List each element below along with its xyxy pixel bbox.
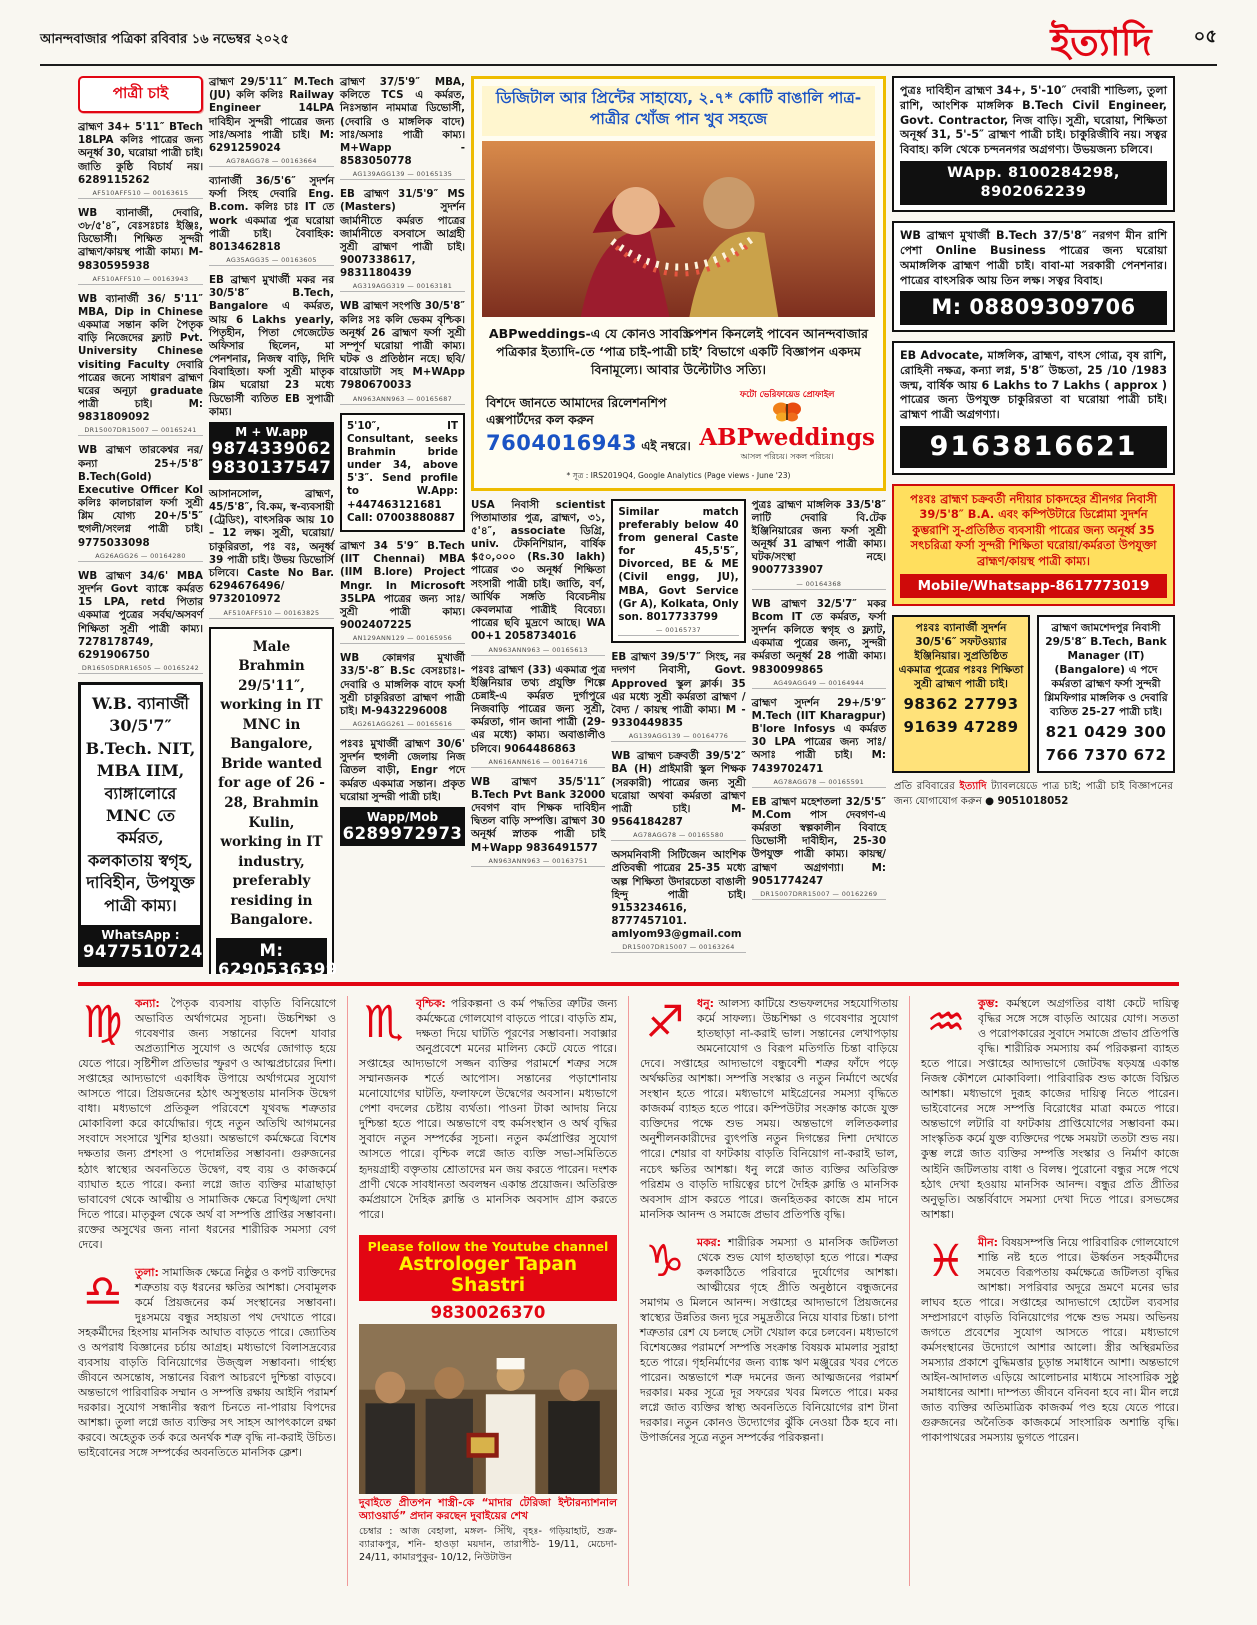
classified-ad <box>78 293 203 437</box>
sign-text: বিষয়সম্পত্তি নিয়ে পারিবারিক গোলযোগে শান্তি নষ্ট হতে পারে। ঊর্ধ্বতন সহকর্মীদের সমবেত বিরূপতায় কর্মক্ষেত্রে জটিলতা বৃদ্ধির আশঙ্কা। সপরিবার অদূরে ভ্রমণে মনের ভার লাঘব হতে পারে। সপ্তাহের আদ্যভাগে হোটেল ব্যবসার সম্প্রসারণে বাড়তি বিনিয়োগের পক্ষে শুভ সময়। অভিনয় জগতে প্রবেশের সুযোগ আসতে পারে। মধ্যভাগে কর্মসংস্থানের উদ্যোগে আশার আলো। স্ত্রীর অস্থিরমতির সমস্যার প্রকাশে বুদ্ধিমত্তার চূড়ান্ত সমাধানে আশা। অন্তভাগে আইন-আদালত এড়িয়ে আলোচনার মাধ্যমে সাংসারিক সুষ্ঠু সমাধানের আশা। দাম্পত্য জীবনে বনিবনা হবে না। মীন লগ্নে জাত ব্যক্তির অতিমাত্রিক কাজকর্ম পণ্ড হয়ে যেতে পারে। গুরুজনের অনৈতিক কাজকর্মে সাংসারিক অশান্তি বৃদ্ধি। পাকাপাথরের সমস্যায় ভুগতে পারেন। <box>921 1235 1179 1445</box>
ad-text: Similar match preferably below 40 from general Caste for 45,5'5″, Divorced, BE & ME (Civil engg, JU), MBA, Govt Service (Gr A), Kolkata, Only son. 8017733799 <box>618 505 739 623</box>
horoscope-aquarius <box>921 996 1179 1222</box>
abpweddings-logo: ABPweddings <box>699 424 875 452</box>
ad-text: Male Brahmin 29/5'11″, working in IT MNC in Bangalore, Bride wanted for age of 26 - 28, Brahmin Kulin, working in IT industry, preferably residing in Bangalore. <box>218 638 325 929</box>
classified-column-2 <box>209 76 338 974</box>
classified-ad <box>752 697 886 788</box>
horoscope-sagittarius <box>640 996 898 1222</box>
page-header <box>40 18 1217 66</box>
ad-text: WB ব্যানার্জী 36/ 5'11″ MBA, Dip in Chinese একমাত্র সন্তান কলি পৈতৃক বাড়ি নিজেদের ফ্ল্যাট Pvt. University Chinese visiting Faculty দেবারি পাত্রের জন্যে সাধারণ ব্রাহ্মণ ঘরের অনূঢ়া graduate পাত্রী চাই। M: 9831809092 <box>78 292 203 424</box>
whatsapp-label: WhatsApp : <box>101 927 180 942</box>
ad-text: ব্যানার্জী 36/5'6″ সুদর্শন ফর্সা সিংহ দেবারি Eng. B.com. কলিঃ চাঃ IT তে work একমাত্র পুত্র ঘরোয়া পাত্রী চাই। বৈবাহিক: 8013462818 <box>209 175 334 253</box>
ad-ref-code: AG78AGG78 — 00163664 <box>209 157 334 167</box>
aquarius-icon: ♒ <box>926 997 966 1048</box>
logo-tagline: আসল পরিচয়। সকল পরিচয়। <box>740 451 834 461</box>
boxed-english-ad <box>209 627 338 975</box>
ad-ref-code: AG139AGG139 — 00164776 <box>611 732 745 742</box>
ad-ref-code: AG78AGG78 — 00165580 <box>611 831 745 841</box>
sign-text: শারীরিক সমস্যা ও মানসিক জটিলতা থেকে শুভ যোগ হাতছাড়া হতে পারে। শত্রুর কলকাঠিতে পরিবারে দুর্যোগের আশঙ্কা। আত্মীয়ের গৃহে প্রীতি অনুষ্ঠানে বন্ধুজনের সমাগম ও মিলনে আনন্দ। সপ্তাহের আদ্যভাগে প্রিয়জনের স্বাস্থ্যের উন্নতির জন্য দূরে সমুদ্রতীরে নিয়ে যাবার চিন্তা। চাপা শত্রুতার রেশ যে চলছে সেটা খেয়াল করে চলবেন। মধ্যভাগে বিশেষজ্ঞের পরামর্শে সম্পত্তি সংক্রান্ত বিষয়ক মামলার সুরাহা হতে পারে। গৃহনির্মাণের জন্য ব্যাঙ্ক ঋণ মঞ্জুরের খবর পেতে পারেন। অন্তভাগে শত্রু দমনের জন্য আত্মজনের পরামর্শ দরকার। মকর সূত্রে দূর সফরের খবর মিলতে পারে। মকর লগ্নে জাত ব্যক্তির স্বাস্থ্য অবনতিতে বিনিয়োগের রাশ টানা দরকার। নতুন কোনও উদ্যোগের ঝুঁকি নেওয়া ঠিক হবে না। উপার্জনের সূত্রে নতুন সম্পর্কের পরিকল্পনা। <box>640 1235 898 1445</box>
contact-label: Wapp/Mob <box>366 809 439 824</box>
phone-strip <box>900 574 1167 598</box>
sign-name: মীন: <box>978 1235 999 1249</box>
masthead: আনন্দবাজার পত্রিকা রবিবার ১৬ নভেম্বর ২০২৫ <box>40 32 289 47</box>
boxed-english-ad <box>611 499 745 644</box>
classified-ad <box>752 499 886 590</box>
advert-body: ABPweddings-এ যে কোনও সাবস্ক্রিপশন কিনলেই পাবেন আনন্দবাজার পত্রিকার ইত্যাদি-তে ‘পাত্র চাই-পাত্রী চাই’ বিভাগে একটি বিজ্ঞাপন একদম বিনামূল্যে। আবার উল্টোটাও সত্যি। <box>488 325 869 377</box>
ad-text: W.B. ব্যানার্জী 30/5'7″ B.Tech. NIT, MBA IIM, ব্যাঙ্গালোরে MNC তে কর্মরত, কলকাতায় স্বগৃহ, দাবিহীন, উপযুক্ত পাত্রী কাম্য। <box>85 694 196 915</box>
scorpio-icon: ♏ <box>364 997 404 1048</box>
advertising-contact-note <box>892 780 1175 810</box>
phone-strip <box>209 422 334 480</box>
ad-text: WB ব্রাহ্মণ 34/6' MBA সুদর্শন Govt ব্যাঙ্কে কর্মরত 15 LPA, retd পিতার একমাত্র পুত্রের সর্বঘ/অসবর্ণ শিক্ষিতা সুশ্রী পাত্রী কাম্য। 7278178749, 6291906750 <box>78 569 203 661</box>
page-number: ০৫ <box>1193 26 1217 47</box>
ad-ref-code: AN963ANN963 — 00163751 <box>471 857 605 867</box>
pisces-icon: ♓ <box>926 1235 966 1287</box>
classified-ad <box>340 540 465 644</box>
classified-ad <box>611 750 745 841</box>
ad-ref-code: DR15007DR15007 — 00163264 <box>611 943 745 953</box>
ad-text: 5'10″, IT Consultant, seeks Brahmin bride under 34, above 5'3″. Send profile to W.App: +447463121681 Call: 07003880887 <box>347 419 458 524</box>
astrologer-phone: 9830026370 <box>430 1302 546 1322</box>
sign-name: তুলা: <box>135 1265 159 1279</box>
ad-ref-code: — 00165737 <box>618 626 738 636</box>
call-text: বিশদে জানতে আমাদের রিলেশনশিপ এক্সপার্টদের কল করুন <box>486 394 667 428</box>
classified-ad <box>340 76 465 180</box>
wedding-photo <box>482 141 875 317</box>
sign-name: কুম্ভ: <box>978 997 999 1010</box>
virgo-icon: ♍ <box>83 997 123 1048</box>
ad-text: পঃবঃ মুখার্জী ব্রাহ্মণ 30/6' সুদর্শন হুগলী জেলায় নিজ ত্রিতল বাড়ী, Engr পদে কর্মরত একমাত্র সন্তান। প্রকৃত ঘরোয়া সুন্দরী পাত্রী চাই। <box>340 738 465 803</box>
ad-text: পুত্রঃ ব্রাহ্মণ মাঙ্গলিক 33/5'8″ লাটি দেবারি বি.টেক ইঞ্জিনিয়ারের জন্য ফর্সা সুশ্রী অনূর্ধ্ব 31 ব্রাহ্মণ পাত্রী কাম্য। ঘটক/সংস্থা নহে। 9007733907 <box>751 498 886 577</box>
phone-number: 91639 47289 <box>903 718 1019 737</box>
horoscope-scorpio <box>359 996 617 1222</box>
ad-text: পঃবঃ ব্যানার্জী সুদর্শন 30/5'6″ সফটওয়্যার ইঞ্জিনিয়ার। সুপ্রতিষ্ঠিত একমাত্র পুত্রের পঃবঃ শিক্ষিতা সুশ্রী ব্রাহ্মণ পাত্রী চাই। <box>898 622 1024 691</box>
phone-strip <box>216 938 338 974</box>
advert-phone-number: 7604016943 <box>486 430 638 455</box>
advert-line2: Astrologer Tapan Shastri <box>398 1253 578 1296</box>
horoscope-capricorn <box>640 1235 898 1446</box>
sign-text: কর্মস্থলে অগ্রগতির বাধা কেটে দায়িত্ব বৃদ্ধির সঙ্গে সঙ্গে বাড়তি আয়ের যোগ। সততা ও পরোপকারের সুবাদে সমাজে প্রভাব প্রতিপত্তি বৃদ্ধি। শারীরিক সমস্যায় কর্ম পরিকল্পনা ব্যাহত হতে পারে। সপ্তাহের আদ্যভাগে জোটবদ্ধ ষড়যন্ত্র একান্ত নিজস্ব কৌশলে মোকাবিলা। পারিবারিক শুভ কাজে বিঘ্নিত আশঙ্কা। মধ্যভাগে দুরূহ কাজের দায়িত্ব নিতে পারেন। ভাইবোনের সঙ্গে সম্পত্তি বিরোধের মাত্রা কমতে পারে। অন্তভাগে লটারি বা ফাটকায় প্রাপ্তিযোগের সম্ভাবনা কম। সাংস্কৃতিক কর্মে যুক্ত ব্যক্তিদের পক্ষে সময়টা ততটা শুভ নয়। কুম্ভ লগ্নে জাত ব্যক্তির সম্পত্তি সংস্কার ও নির্মাণ কাজে আইনি জটিলতায় বাধা ও বিলম্ব। পুরোনো বন্ধুর সঙ্গে পথে হঠাৎ দেখা হওয়ায় মানসিক আনন্দ। বন্ধুর প্রতি প্রীতির অনুভূতি। অন্তর্বিবাদে সমস্যা দেখা দিতে পারে। রসভঙ্গের আশঙ্কা। <box>921 997 1179 1221</box>
ad-text: EB ব্রাহ্মণ 31/5'9″ MS (Masters) সুদর্শন জার্মানীতে কর্মরত পাত্রের জার্মানীতে বসবাসে আগ্রহী সুশ্রী ব্রাহ্মণ পাত্রী চাই। 9007338617, 9831180439 <box>340 188 465 280</box>
phone-number: WApp. 8100284298, 8902062239 <box>947 164 1120 201</box>
ad-ref-code: — 00164368 <box>752 580 886 590</box>
classified-ad <box>340 652 465 730</box>
ad-text: EB Advocate, মাঙ্গলিক, ব্রাহ্মণ, বাৎস গোত্র, বৃষ রাশি, রোহিনী নক্ষত্র, কন্যা লগ্ন, 5'8″ উচ্চতা, 25 /10 /1983 জন্ম, বার্ষিক আয় 6 Lakhs to 7 Lakhs ( approx ) পাত্রের জন্য উপযুক্ত চাকুরিরতা বা ঘরোয়া পাত্রী চাই। ব্রাহ্মণ পাত্রী অগ্রগণ্যা। <box>900 349 1167 422</box>
ad-text: EB ব্রাহ্মণ মুখার্জী মকর নর 30/5'8″ B.Tech, Bangalore এ কর্মরত, আয় 6 Lakhs yearly, পিতৃহীন, পিতা গেজেটেড অফিসার ছিলেন, মা পেনশনার, নিজস্ব বাড়ি, দিদি বিবাহিতা। ফর্সা সুশ্রী মাতৃক শ্লিম ঘরোয়া 23 মধ্যে ডিভোর্সী ব্যতিত EB সুপাত্রী কাম্য। <box>209 274 334 418</box>
boxed-english-ad <box>340 413 465 532</box>
ad-ref-code: AN963ANN963 — 00165613 <box>471 646 605 656</box>
classified-ad <box>471 664 605 768</box>
astrologer-advert <box>359 1235 617 1565</box>
horoscope-virgo <box>78 996 336 1252</box>
ad-text: WB কোন্নগর মুখার্জী 33/5'-8″ B.Sc বেসঃচাঃ।- দেবারি ও মাঙ্গলিক বাদে ফর্সা সুশ্রী চাকুরিরতা ব্রাহ্মণ পাত্রী চাই। M-9432296008 <box>340 652 465 717</box>
ad-ref-code: DR16505DRR16505 — 00165242 <box>78 664 203 674</box>
phone-strip <box>900 161 1167 205</box>
phone-number: 98362 27793 <box>903 695 1019 714</box>
advert-headline: ডিজিটাল আর প্রিন্টের সাহায্যে, ২.৭* কোটি বাঙালি পাত্র-পাত্রীর খোঁজ পান খুব সহজে <box>482 86 875 136</box>
classified-ad <box>78 570 203 674</box>
sign-name: ধনু: <box>697 997 714 1010</box>
ad-ref-code: DR15007DRR15007 — 00162269 <box>752 890 886 900</box>
phone-strip <box>900 291 1167 325</box>
ad-text: WB ব্রাহ্মণ সংপত্তি 30/5'8″ কলিঃ সঃ কলি ভেকম বৃশ্চিক। অনূর্ধ্ব 26 ব্রাহ্মণ ফর্সা সুশ্রী সম্পূর্ণ ঘরোয়া পাত্রী কাম্য। ঘটক ও প্রতিষ্ঠান নহে। ছবি/বায়োডাটা সহ M+WApp 7980670033 <box>340 300 465 392</box>
ad-ref-code: AG139AGG139 — 00165135 <box>340 170 465 180</box>
ad-text: ব্রাহ্মণ 34 5'9″ B.Tech (IIT Chennai) MBA (IIM B.lore) Project Mngr. In Microsoft 35LPA পাত্রের জন্য সাঃ/সুশ্রী পাত্রী কাম্য। 9002407225 <box>340 539 465 632</box>
boxed-display-ad <box>892 615 1030 772</box>
advert-title-bar <box>359 1235 617 1301</box>
ad-ref-code: AG78AGG78 — 00165591 <box>752 778 886 788</box>
featured-boxed-ad <box>78 682 203 967</box>
ad-text: WB ব্রাহ্মণ 35/5'11″ B.Tech Pvt Bank 32000 দেবগণ বাদ শিক্ষক দাবিহীন দ্বিতল বাড়ি সম্পত্তি। ব্রাহ্মণ 30 অনূর্ধ্ব স্নাতক পাত্রী চাই M+Wapp 9836491577 <box>471 775 606 854</box>
ad-text: ব্রাহ্মণ জামশেদপুর নিবাসী 29/5'8″ B.Tech, Bank Manager (IT) (Bangalore) এ পদে কর্মরতা ব্রাহ্মণ ফর্সা সুন্দরী শ্লিমফিগার মাঙ্গলিক ও দেবারি ব্যতিত 25-27 পাত্রী চাই। <box>1044 622 1168 719</box>
sign-text: পরিকল্পনা ও কর্ম পদ্ধতির ত্রুটির জন্য কর্মক্ষেত্রে গোলযোগ বাড়তে পারে। বাড়তি শ্রম, দক্ষতা দিয়ে ঘাটতি পূরণের সম্ভাবনা। সবাক্সার অনুপ্রবেশে মনের মালিন্য কেটে যেতে পারে। সপ্তাহের আদ্যভাগে সজ্জন ব্যক্তির পরামর্শে শত্রুর সঙ্গে সম্মানজনক শর্তে আপোস। সন্তানের পড়াশোনায় মনোযোগের ঘাটতি, ফলাফলে উদ্বেগের অবসান। মধ্যভাগে পেশা বদলের চেষ্টায় ব্যর্থতা। পাওনা টাকা আদায় নিয়ে দুশ্চিন্তা হতে পারে। অন্তভাগে বহু কর্মসংস্থান ও অর্থ বৃদ্ধির সুবাদে নতুন সম্পর্কের সূচনা। নতুন কর্মপ্রাপ্তির সুযোগ আসতে পারে। বৃশ্চিক লগ্নে জাত ব্যক্তি সভা-সমিতিতে হৃদয়গ্রাহী বক্তৃতায় শ্রোতাদের মন জয় করতে পারেন। দংশক প্রাণী থেকে সাবধানতা অবলম্বন একান্ত প্রয়োজন। অতিরিক্ত কর্মপ্রয়াসে দৈহিক ক্লান্তি ও মানসিক অবসাদ গ্রাস করতে পারে। <box>359 997 617 1221</box>
phone-strip <box>900 426 1167 468</box>
ad-text: পঃবঃ ব্রাহ্মণ (33) একমাত্র পুত্র ইঞ্জিনিয়ার তথ্য প্রযুক্তি শিল্পে চেন্নাই-এ কর্মরত দুর্গাপুরে নিজবাড়ি পাত্রের জন্য সুশ্রী, কর্মরতা, গান জানা পাত্রী (29-এর মধ্যে) কাম্য। অবাঙালীও চলিবে। 9064486863 <box>471 663 606 755</box>
boxed-display-ad <box>892 76 1175 212</box>
phone-number: 6289972973 <box>342 823 463 843</box>
classified-column-1 <box>78 76 203 974</box>
ad-ref-code: AN616ANN616 — 00164716 <box>471 758 605 768</box>
ad-ref-code: AG319AGG319 — 00163181 <box>340 282 465 292</box>
classified-ad-with-phone-box <box>340 738 465 846</box>
paired-display-ads <box>892 615 1175 772</box>
horoscope-column-4 <box>909 996 1179 1586</box>
classified-ad <box>611 849 745 953</box>
classified-ad <box>209 488 334 619</box>
classified-ad <box>209 76 334 167</box>
middle-sub-columns <box>471 499 886 962</box>
middle-section <box>471 76 886 974</box>
ad-text: পুত্রঃ দাবিহীন ব্রাহ্মণ 34+, 5'-10″ দেবারী শান্ডিল্য, তুলা রাশি, আংশিক মাঙ্গলিক B.Tech Civil Engineer, Govt. Contractor, নিজ বাড়ি। সুশ্রী, ঘরোয়া, শিক্ষিতা অনূর্ধ্ব 31, 5'-5″ ব্রাহ্মণ পাত্রী চাই। চাকুরিজীবি নয়। সত্বর বিবাহ। কলি থেকে চন্দননগর অগ্রগণ্য। উভয়জন্য চলিবে। <box>900 84 1167 157</box>
ad-ref-code: AF510AFF510 — 00163615 <box>78 189 203 199</box>
sign-name: কন্যা: <box>135 997 160 1010</box>
ad-text: EB ব্রাহ্মণ মহেশতলা 32/5'5″ M.Com পাস দেবগণ-এ কর্মরতা স্বল্পকালীন বিবাহে ডিভোর্সী দাবীহীন, 25-30 উপযুক্ত পাত্রী কাম্য। কায়স্থ/ব্রাহ্মণ অগ্রগণ্যা। M: 9051774247 <box>751 795 886 887</box>
ad-ref-code: AN963ANN963 — 00165687 <box>340 395 465 405</box>
advert-line1: Please follow the Youtube channel <box>367 1238 609 1254</box>
ad-ref-code: AG49AGG49 — 00164944 <box>752 679 886 689</box>
classified-ad <box>752 796 886 900</box>
boxed-display-ad <box>892 341 1175 475</box>
ad-text: অসমনিবাসী সিটিজেন আংশিক প্রতিবন্ধী পাত্রের 25-35 মধ্যে অল্প শিক্ষিতা উদারচেতা বাঙালী হিন্দু পাত্রী চাই। 9153234616, 8777457101. amlyom93@gmail.com <box>611 849 746 941</box>
horoscope-pisces <box>921 1235 1179 1446</box>
ad-text: পঃবঃ ব্রাহ্মণ চক্রবর্তী নদীয়ার চাকদহের শ্রীনগর নিবাসী 39/5'8″ B.A. এবং কম্পিউটারে ডিপ্লোমা সুদর্শন কুম্ভরাশি সু-প্রতিষ্ঠিত ব্যবসায়ী পাত্রের জন্য অনূর্ধ্ব 35 সৎচরিত্রা ফর্সা সুন্দরী শিক্ষিতা ঘরোয়া/কর্মরতা উপযুক্তা ব্রাহ্মণ/কায়স্থ পাত্রী কাম্য। <box>910 491 1157 568</box>
sign-name: বৃশ্চিক: <box>416 997 446 1010</box>
horoscope-column-2 <box>347 996 628 1586</box>
classified-column-5 <box>611 499 745 962</box>
award-ceremony-photo <box>359 1324 617 1494</box>
ad-text: WB ব্রাহ্মণ 32/5'7″ মকর Bcom IT তে কর্মরত, ফর্সা সুদর্শন কলিতে স্বগৃহ ও ফ্ল্যাট, একমাত্র পুত্রের জন্য, সুন্দরী কর্মরতা অনূর্ধ্ব 28 পাত্রী কাম্য। 9830099865 <box>751 597 886 676</box>
horoscope-column-3 <box>628 996 909 1586</box>
column-heading-bride-wanted: পাত্রী চাই <box>78 76 203 113</box>
note-text: প্রতি রবিবারের <box>894 780 960 792</box>
classified-ad <box>340 300 465 404</box>
phone-strip <box>340 807 465 846</box>
abpweddings-logo-block <box>699 388 875 463</box>
ad-ref-code: AF510AFF510 — 00163943 <box>78 275 203 285</box>
call-text-suffix: এই নম্বরে। <box>637 438 691 453</box>
horoscope-column-1 <box>78 996 347 1586</box>
sagittarius-icon: ♐ <box>645 997 685 1048</box>
ad-text: আসানসোল, ব্রাহ্মণ, 45/5'8″, বি.কম, স্ব-ব্যবসায়ী (ট্রেডিং), বাৎসরিক আয় 10 – 12 লক্ষ। সুশ্রী, ঘরোয়া/চাকুরিরতা, পঃ বঃ, অনূর্ধ্ব 39 পাত্রী চাই। উভয় ডিভোর্সি চলিবে। Caste No Bar. 6294676496/ 9732010972 <box>209 487 334 606</box>
ad-ref-code: AG261AGG261 — 00165616 <box>340 720 465 730</box>
phone-number: ● 9051018052 <box>985 795 1069 807</box>
sign-text: সামাজিক ক্ষেত্রে নিষ্ঠুর ও কপট ব্যক্তিদের শত্রুতায় বড় ধরনের ক্ষতির আশঙ্কা। সেবামূলক কর্মে প্রিয়জনের কর্ম সংস্থানের সম্ভাবনা। দুঃসময়ে বন্ধুর সহায়তা পথ দেখাতে পারে। সহকর্মীদের হিংসায় মানসিক আঘাত বাড়তে পারে। জ্যোতিষ ও অপরাধ বিজ্ঞানের চর্চায় আগ্রহ। মধ্যভাগে বিলাসদ্রব্যের ব্যবসায় বাড়তি বিনিয়োগের উজ্জ্বল সম্ভাবনা। গার্হস্থ্য জীবনে অসন্তোষ, সন্তানের বিরূপ আচরণে দুশ্চিন্তা বাড়বে। অন্তভাগে পারিবারিক সম্মান ও সম্পত্তি রক্ষায় আইনি পরামর্শ দরকার। সুযোগ সন্ধানীর স্বরূপ চিনতে না-পারায় বিপদের আশঙ্কা। তুলা লগ্নে জাত ব্যক্তির সৎ সাহস আপৎকালে রক্ষা করবে। অহেতুক তর্ক করে অনর্থক শত্রু বৃদ্ধি না-করাই উচিত। ভাইবোনের সঙ্গে সম্পর্কের অবনতিতে মানসিক ক্লেশ। <box>78 1265 336 1460</box>
phone-number: Mobile/Whatsapp-8617773019 <box>917 578 1150 595</box>
sign-text: আলস্য কাটিয়ে শুভফলদের সহযোগিতায় কর্মে সাফল্য। উচ্চশিক্ষা ও গবেষণার সুযোগ হাতছাড়া না-করাই ভাল। সন্তানের লেখাপড়ায় অমনোযোগ ও বিরূপ মতিগতি চিন্তা বাড়িয়ে দেবে। সপ্তাহের আদ্যভাগে বন্ধুবেশী শত্রুর ফাঁদে পড়ে অর্থক্ষতির আশঙ্কা। সম্পত্তি সংস্কার ও নতুন নির্মাণে অর্থের সংস্থান হতে পারে। মধ্যভাগে মাইগ্রেনের সমস্যা বৃদ্ধিতে কাজকর্ম ব্যাহত হতে পারে। কম্পিউটার সংক্রান্ত কাজে যুক্ত ব্যক্তিদের পক্ষে শুভ সময়। অন্তভাগে ললিতকলার অনুশীলনকারীদের ব্যুৎপত্তি নতুন দিগন্তের দিশা দেখাতে পারে। শেয়ার বা ফাটকায় বাড়তি বিনিয়োগ না-করাই ভাল, নচেৎ ক্ষতির আশঙ্কা। ধনু লগ্নে জাত ব্যক্তির অতিরিক্ত পরিশ্রম ও বাড়তি দায়িত্বের চাপে দৈহিক ক্লান্তি ও মানসিক অবসাদ গ্রাস করতে পারে। জনহিতকর কাজে শ্রম দানে মানসিক আনন্দ ও সমাজে প্রভাব প্রতিপত্তি বৃদ্ধি। <box>640 997 898 1221</box>
chamber-schedule: চেম্বার : আজ বেহালা, মঙ্গল- সিঁথি, বৃহঃ- গড়িয়াহাট, শুক্র- ব্যারাকপুর, শনি- হাওড়া ময়দান, তারাপীঠ- 19/11, মেচেদা- 24/11, কামারপুকুর- 10/12, নিউটাউন <box>359 1526 617 1563</box>
abpweddings-advert <box>471 76 886 491</box>
brand-name: ইত্যাদি <box>959 780 987 792</box>
classified-column-6 <box>752 499 886 962</box>
yellow-display-ad <box>892 484 1175 607</box>
logo-tagline-small: ফটো ভেরিফায়েড প্রোফাইল <box>739 390 835 401</box>
ad-ref-code: DR15007DR15007 — 00165241 <box>78 426 203 436</box>
ad-text: WB ব্রাহ্মণ মুখার্জী B.Tech 37/5'8″ নরগণ মীন রাশি পেশা Online Business পাত্রের জন্য ঘরোয়া অমাঙ্গলিক ব্রাহ্মণ পাত্রী চাই। বাবা-মা সরকারী পেনশনার। পাত্রের বাৎসরিক আয় তিন লক্ষ। সত্বর বিবাহ। <box>900 229 1167 287</box>
libra-icon: ♎ <box>83 1265 123 1317</box>
classified-ad <box>340 188 465 292</box>
ad-text: ব্রাহ্মণ 34+ 5'11″ BTech 18LPA কলিঃ পাত্রের জন্য অনূর্ধ্ব 30, ঘরোয়া পাত্রী চাই। জাতি কুষ্ঠি বিচার্য নয়। 6289115262 <box>78 121 203 186</box>
classified-ad-with-phone-box <box>209 274 334 480</box>
classified-ad <box>611 651 745 742</box>
note-text: ট্যাবলয়েডে পাত্র চাই; পাত্রী চাই বিজ্ঞাপনের জন্য যোগাযোগ করুন <box>894 780 1173 807</box>
contact-label: M + W.app <box>235 424 308 439</box>
ad-text: WB ব্যানার্জী, দেবারি, ৩৮/৫'৪″, বেঃসঃচাঃ ইঞ্জিঃ, ডিভোর্সী। শিক্ষিত সুন্দরী ব্রাহ্মণ/কায়স্থ পাত্রী কাম্য। M-9830595938 <box>78 206 203 272</box>
phone-number: 821 0429 300 <box>1045 723 1167 742</box>
boxed-display-ad <box>892 221 1175 332</box>
call-to-action <box>482 394 691 458</box>
display-ads-column <box>892 76 1175 974</box>
classified-column-3 <box>340 76 465 974</box>
ad-text: ব্রাহ্মণ 29/5'11″ M.Tech (JU) কলি কলিঃ Railway Engineer 14LPA দাবিহীন সুন্দরী পাত্রের জন্য সাঃ/অসাঃ পাত্রী চাই। M: 6291259024 <box>209 76 334 154</box>
phone-strip <box>81 925 203 964</box>
ad-ref-code: AG26AGG26 — 00164280 <box>78 552 203 562</box>
boxed-display-ad <box>1037 615 1175 772</box>
ad-text: ব্রাহ্মণ 37/5'9″ MBA, কলিতে TCS এ কর্মরত, নিঃসন্তান নামমাত্র ডিভোর্সী, (দেবারি ও মাঙ্গলিক বাদে) সাঃ/অসাঃ পাত্রী কাম্য। M+Wapp - 8583050778 <box>340 76 465 168</box>
classifieds-area <box>78 76 1179 974</box>
advert-call-row <box>482 388 875 463</box>
advert-footnote: * সূত্র : IRS2019Q4, Google Analytics (Page views - June '23) <box>566 470 791 480</box>
photo-caption: দুবাইতে প্রীতপন শাস্ত্রী-কে “মাদার টেরিজা ইন্টারন্যাশনাল অ্যাওয়ার্ড” প্রদান করছেন দুবাইয়ের শেখ <box>359 1496 617 1523</box>
horoscope-libra <box>78 1265 336 1461</box>
classified-ad <box>78 207 203 285</box>
ad-ref-code: AN129ANN129 — 00165956 <box>340 634 465 644</box>
ad-text: WB ব্রাহ্মণ চক্রবর্তী 39/5'2″ BA (H) প্রাইমারী স্কুল শিক্ষক (সরকারী) পাত্রের জন্য সুশ্রী ঘরোয়া অথবা কর্মরতা ব্রাহ্মণ পাত্রী চাই। M- 9564184287 <box>611 750 746 829</box>
classified-ad <box>471 499 605 656</box>
phone-number: 9830137547 <box>211 457 332 477</box>
sign-name: মকর: <box>697 1235 722 1249</box>
phone-number: 9874339062 <box>211 438 332 458</box>
ad-ref-code: AF510AFF510 — 00163825 <box>209 609 334 619</box>
classified-ad <box>752 598 886 689</box>
phone-number: 766 7370 672 <box>1045 745 1167 764</box>
phone-number: M: 08809309706 <box>931 295 1136 320</box>
classified-ad <box>209 175 334 266</box>
section-logo: ইত্যাদি <box>1050 18 1152 64</box>
ad-text: EB ব্রাহ্মণ 39/5'7″ সিংহ, নর দদগণ নিবাসী, Govt. Approved স্কুল ক্লার্ক। 35 এর মধ্যে সুশ্রী কর্মরতা ব্রাহ্মণ / বৈদ্য / কায়স্থ পাত্রী কাম্য। M - 9330449835 <box>611 651 746 730</box>
capricorn-icon: ♑ <box>645 1235 685 1287</box>
phone-number: 9477510724 <box>83 941 203 961</box>
ad-text: ব্রাহ্মণ সুদর্শন 29+/5'9″ M.Tech (IIT Kharagpur) B'lore Infosys এ কর্মরত 30 LPA পাত্রের জন্য সাঃ/অসাঃ পাত্রী চাই। M: 7439702471 <box>751 696 886 775</box>
ad-text: WB ব্রাহ্মণ তারকেশ্বর নর/কন্যা 25+/5'8″ B.Tech(Gold) Executive Officer Kol কলিঃ কালচারাল ফর্সা সুশ্রী শ্লিম যোগ্য 20+/5'5″ হুগলী/সংলগ্ন পাত্রী চাই। 9775033098 <box>78 444 203 549</box>
phone-number: M: 6290536399 <box>218 940 338 974</box>
classified-ad <box>78 121 203 199</box>
ad-text: USA নিবাসী scientist পিতামাতার পুত্র, ব্রাহ্মণ, ৩১, ৫'৪″, associate ডিগ্রি, univ. টেকনিশিয়ান, বার্ষিক $৫০,০০০ (Rs.30 lakh) পাত্রের ৩০ অনূর্ধ্ব শিক্ষিতা সংসারী পাত্রী চাই। জাতি, বর্ণ, আর্থিক সঙ্গতি বিবেচনীয় কেবলমাত্র পাত্রীই বিবেচ্য। পাত্রের ছবি মুদ্রণে আছে। WA 00+1 2058734016 <box>471 498 606 643</box>
ad-ref-code: AG35AGG35 — 00163605 <box>209 256 334 266</box>
classified-column-4 <box>471 499 605 962</box>
sign-text: পৈতৃক ব্যবসায় বাড়তি বিনিয়োগে অভাবিত অর্থাগমের সূচনা। উচ্চশিক্ষা ও গবেষণার জন্য সন্তানের বিদেশ যাবার অপ্রত্যাশিত সুযোগ ও অর্থের জোগাড় হয়ে যেতে পারে। সৃষ্টিশীল প্রতিভার স্ফুরণ ও আত্মপ্রচারের দিশা। সপ্তাহের আদ্যভাগে একাধিক উপায়ে অর্থাগমের সুযোগ আসতে পারে। প্রিয়জনের হঠাৎ অসুস্থতায় মানসিক উদ্বেগ বাধা। মধ্যভাগে প্রতিকূল পরিবেশে যূথবদ্ধ শত্রুতার মোকাবিলা করে কার্যোদ্ধার। গৃহে নতুন অতিথি আগমনের সংবাদে সংসারে খুশির হাওয়া। অন্তভাগে কর্মক্ষেত্রে বিশেষ দক্ষতার জন্য প্রশংসা ও পদোন্নতির সম্ভাবনা। গুরুজনের হঠাৎ স্বাস্থ্যের অবনতিতে উদ্বেগ, বহু ব্যয় ও কাজকর্মে ব্যাঘাত হতে পারে। কন্যা লগ্নে জাত ব্যক্তির মাত্রাছাড়া ভাবাবেগ থেকে আত্মীয় ও সামাজিক ক্ষেত্রে বিশৃঙ্খলা দেখা দিতে পারে। মাতৃকুল থেকে অর্থ বা সম্পত্তি প্রাপ্তির সম্ভাবনা। রক্তের অসুখের জন্য নানা ধরনের শারীরিক সমস্যা বেগ দেবে। <box>78 997 337 1251</box>
classified-ad <box>78 444 203 561</box>
phone-number: 9163816621 <box>929 430 1138 462</box>
classified-ad <box>471 776 605 867</box>
horoscope-section <box>78 982 1179 1586</box>
